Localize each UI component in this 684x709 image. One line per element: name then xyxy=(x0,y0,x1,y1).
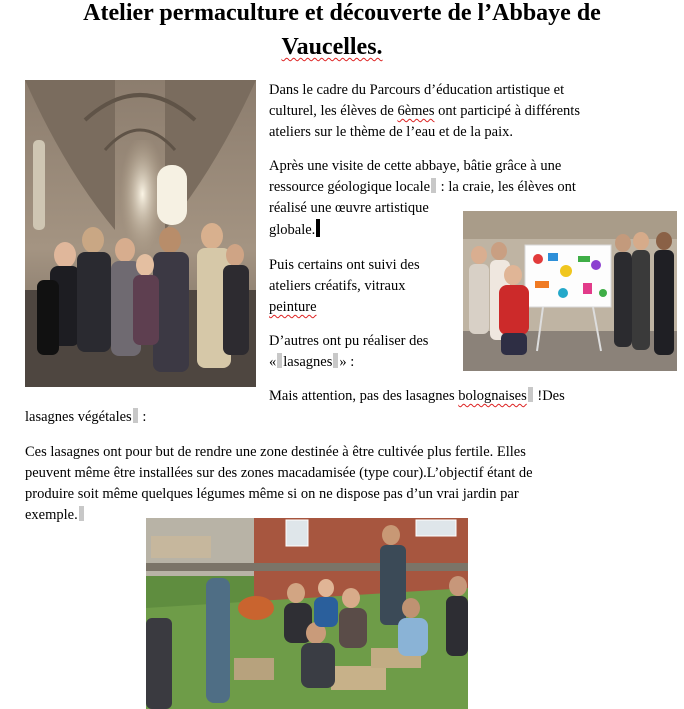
paragraph-2: Après une visite de cette abbaye, bâtie grâce à une ressource géologique locale : la craie, les élèves ont réalisé une œuvre artistique globale. xyxy=(269,158,576,238)
page-title-line-2: Vaucelles. xyxy=(281,34,383,60)
text-marker xyxy=(277,353,282,368)
paragraph-6: Ces lasagnes ont pour but de rendre une zone destinée à être cultivée plus fertile. Elles peuvent même être installées sur des zones macadamisée (type cour).L’objectif étant de produire soit même quelques légumes même si on ne dispose pas d’un vrai jardin par exemple. xyxy=(25,444,533,523)
text-marker xyxy=(133,408,138,423)
paragraph-5-line-1: Mais attention, pas des lasagnes bolognaises !Des xyxy=(269,388,565,404)
text-marker xyxy=(333,353,338,368)
paragraph-1: Dans le cadre du Parcours d’éducation artistique et culturel, les élèves de 6èmes ont participé à différents ateliers sur le thème de l’eau et de la paix. xyxy=(269,82,580,140)
abbey-photo xyxy=(25,80,256,387)
garden-photo xyxy=(146,518,468,709)
paragraph-4: D’autres ont pu réaliser des « lasagnes » : xyxy=(269,333,429,370)
text-marker xyxy=(79,506,84,521)
paragraph-3: Puis certains ont suivi des ateliers créatifs, vitraux peinture xyxy=(269,257,420,315)
text-marker xyxy=(431,178,436,193)
text-cursor xyxy=(316,219,320,237)
paragraph-5-line-2: lasagnes végétales : xyxy=(25,409,147,425)
text-marker xyxy=(528,387,533,402)
page-title-line-1: Atelier permaculture et découverte de l’Abbaye de xyxy=(83,0,601,26)
